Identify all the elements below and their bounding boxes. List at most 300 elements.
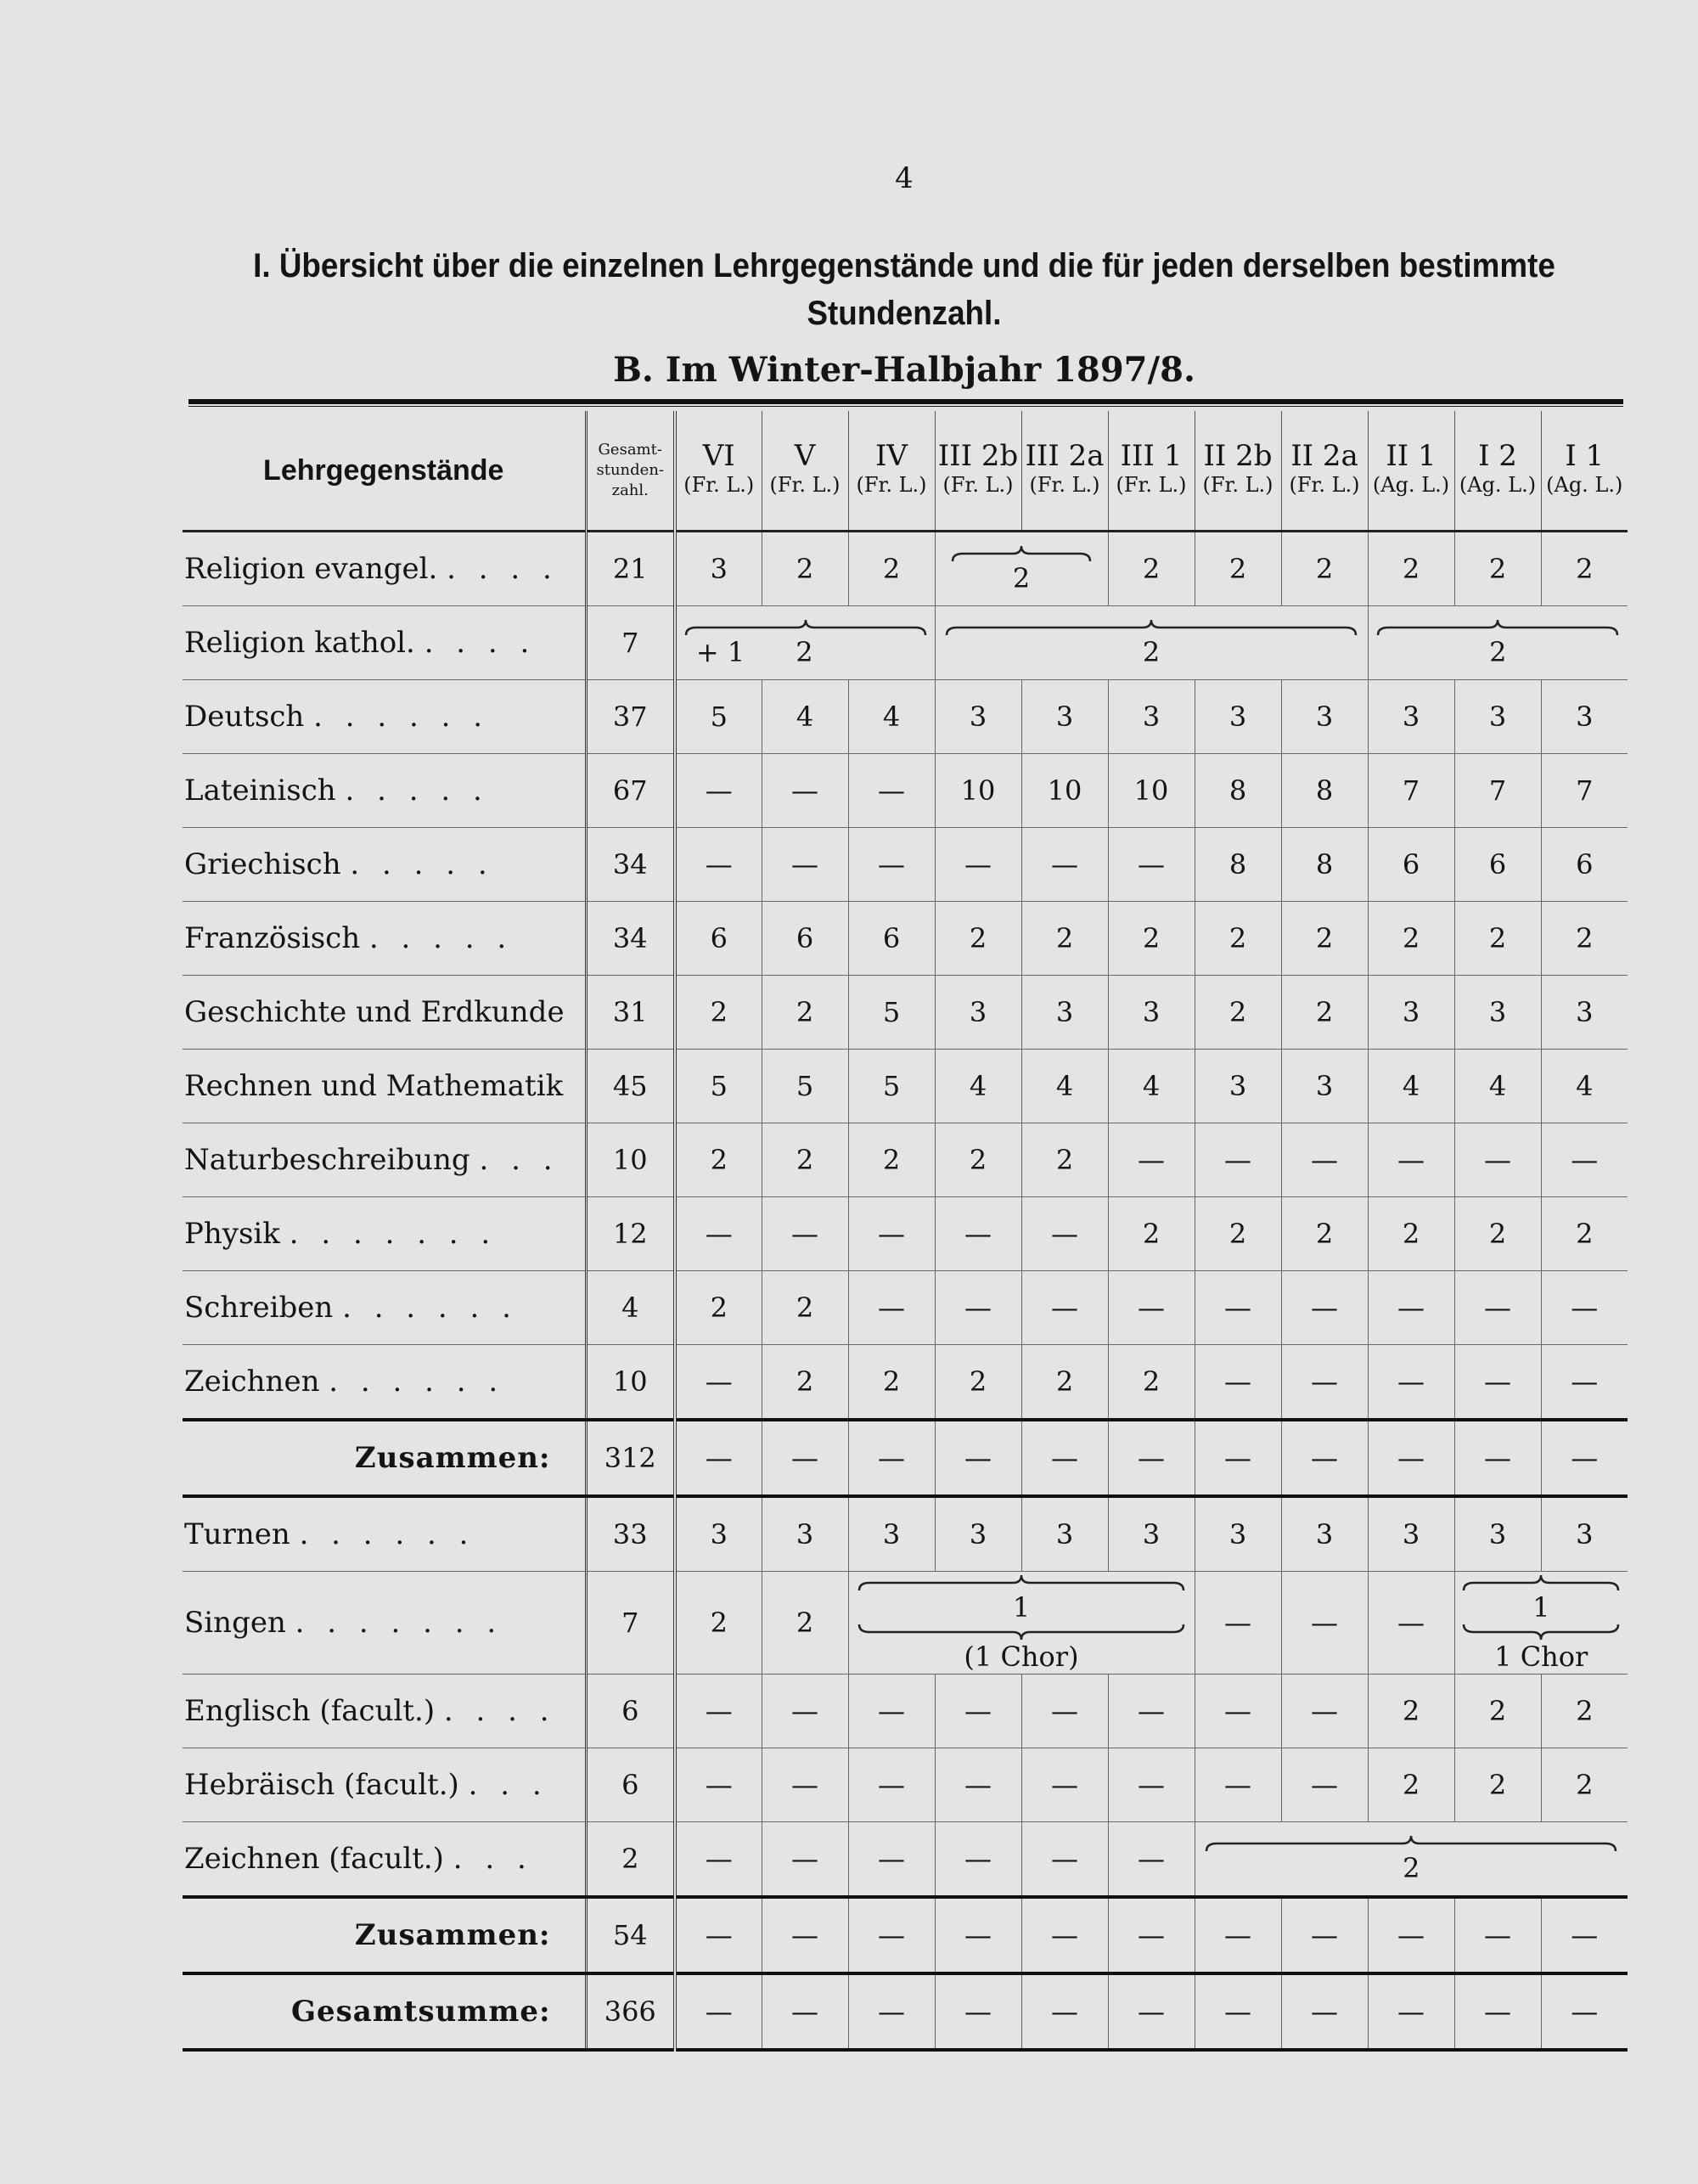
leader-dots: . . . bbox=[479, 1143, 559, 1177]
hours-value: — bbox=[1311, 1442, 1338, 1474]
hours-value: — bbox=[1224, 1442, 1251, 1474]
hours-cell bbox=[1281, 828, 1368, 902]
leader-dots: . . . . . . bbox=[329, 1365, 505, 1399]
subject-name bbox=[183, 1748, 586, 1822]
hours-value: — bbox=[1138, 1144, 1165, 1176]
hours-cell bbox=[762, 1973, 848, 2050]
table-row bbox=[183, 1496, 1628, 1572]
hours-cell bbox=[1195, 1271, 1281, 1345]
header-class bbox=[1541, 411, 1628, 532]
hours-cell bbox=[1454, 1496, 1541, 1572]
hours-cell bbox=[1195, 1420, 1281, 1496]
hours-cell bbox=[935, 1420, 1021, 1496]
hours-value: 3 bbox=[969, 701, 987, 733]
hours-cell bbox=[1541, 1123, 1628, 1197]
hours-cell bbox=[1368, 1271, 1454, 1345]
hours-cell bbox=[675, 754, 762, 828]
hours-value: — bbox=[1571, 1995, 1599, 2028]
hours-cell bbox=[1368, 1675, 1454, 1748]
hours-cell bbox=[848, 976, 935, 1050]
hours-value: — bbox=[791, 1919, 818, 1951]
hours-cell bbox=[1195, 828, 1281, 902]
hours-cell bbox=[1281, 1748, 1368, 1822]
hours-value: 3 bbox=[1055, 996, 1074, 1028]
hours-cell bbox=[762, 1197, 848, 1271]
hours-value: — bbox=[1311, 1607, 1338, 1639]
hours-value: 2 bbox=[796, 1607, 814, 1639]
class-teacher: (Ag. L.) bbox=[1372, 473, 1450, 497]
hours-value: — bbox=[705, 1843, 733, 1875]
hours-cell bbox=[1368, 532, 1454, 606]
hours-value: 3 bbox=[1402, 1518, 1420, 1551]
hours-value: 3 bbox=[1142, 1518, 1161, 1551]
hours-cell bbox=[848, 1897, 935, 1973]
hours-value: — bbox=[964, 1919, 992, 1951]
hours-cell bbox=[1368, 1748, 1454, 1822]
table-row bbox=[183, 1050, 1628, 1123]
table-row bbox=[183, 1271, 1628, 1345]
subject-label: Physik bbox=[184, 1217, 280, 1251]
hours-cell bbox=[1368, 1420, 1454, 1496]
table-row bbox=[183, 1123, 1628, 1197]
hours-cell bbox=[1108, 680, 1195, 754]
hours-value: 8 bbox=[1315, 848, 1334, 881]
hours-value: — bbox=[878, 848, 905, 881]
header-class bbox=[1368, 411, 1454, 532]
hours-cell bbox=[1281, 532, 1368, 606]
hours-value: 2 bbox=[1488, 1769, 1507, 1801]
hours-cell bbox=[1454, 754, 1541, 828]
hours-value: — bbox=[1311, 1769, 1338, 1801]
hours-cell bbox=[762, 1050, 848, 1123]
total-hours: 33 bbox=[586, 1496, 675, 1572]
total-hours: 10 bbox=[586, 1345, 675, 1421]
hours-cell bbox=[1195, 1822, 1628, 1898]
hours-cell bbox=[1195, 1973, 1281, 2050]
hours-cell bbox=[1541, 1496, 1628, 1572]
hours-cell bbox=[675, 1822, 762, 1898]
hours-cell bbox=[935, 1822, 1021, 1898]
hours-value: — bbox=[1571, 1292, 1599, 1324]
subject-label: Geschichte und Erdkunde bbox=[184, 995, 565, 1029]
hours-value: — bbox=[1138, 1769, 1165, 1801]
leader-dots: . . . . . . . bbox=[295, 1606, 503, 1640]
total-hours: 21 bbox=[586, 532, 675, 606]
table-row bbox=[183, 1572, 1628, 1675]
header-class bbox=[675, 411, 762, 532]
hours-value: 3 bbox=[1055, 1518, 1074, 1551]
hours-cell bbox=[1108, 1345, 1195, 1421]
class-teacher: (Fr. L.) bbox=[1029, 473, 1100, 497]
hours-value: — bbox=[1224, 1769, 1251, 1801]
hours-cell bbox=[1541, 1345, 1628, 1421]
total-hours: 67 bbox=[586, 754, 675, 828]
hours-cell bbox=[1368, 1572, 1454, 1675]
hours-value: — bbox=[1397, 1365, 1425, 1398]
hours-value: 2 bbox=[1055, 922, 1074, 954]
hours-cell bbox=[675, 1050, 762, 1123]
hours-cell bbox=[935, 1197, 1021, 1271]
hours-value: 3 bbox=[1402, 701, 1420, 733]
subject-label: Singen bbox=[184, 1606, 286, 1640]
hours-cell bbox=[1281, 1197, 1368, 1271]
hours-cell bbox=[848, 1748, 935, 1822]
hours-value: 2 bbox=[1576, 1218, 1594, 1250]
hours-value: 2 bbox=[1055, 1144, 1074, 1176]
hours-value: — bbox=[878, 1769, 905, 1801]
hours-value: — bbox=[1311, 1995, 1338, 2028]
hours-cell bbox=[1021, 902, 1108, 976]
hours-cell bbox=[848, 532, 935, 606]
hours-value: 6 bbox=[882, 922, 901, 954]
subject-label: Deutsch bbox=[184, 700, 305, 734]
hours-value: 3 bbox=[1229, 701, 1247, 733]
hours-cell bbox=[848, 1197, 935, 1271]
subject-name bbox=[183, 1572, 586, 1675]
hours-cell bbox=[1281, 1973, 1368, 2050]
hours-cell bbox=[1368, 1973, 1454, 2050]
subject-label: Englisch (facult.) bbox=[184, 1694, 436, 1728]
hours-value: 6 bbox=[1488, 848, 1507, 881]
hours-value: 4 bbox=[1055, 1070, 1074, 1102]
hours-cell bbox=[1541, 754, 1628, 828]
hours-cell bbox=[1454, 532, 1541, 606]
hours-value: — bbox=[964, 1218, 992, 1250]
brace-over bbox=[683, 618, 929, 637]
brace-under bbox=[1460, 1623, 1622, 1641]
subject-label: Schreiben bbox=[184, 1291, 334, 1325]
title-rule bbox=[188, 399, 1623, 404]
hours-cell bbox=[762, 1420, 848, 1496]
hours-cell bbox=[1368, 1050, 1454, 1123]
hours-value: 2 bbox=[1402, 922, 1420, 954]
hours-cell bbox=[935, 606, 1368, 680]
hours-cell bbox=[675, 1496, 762, 1572]
table-row bbox=[183, 1345, 1628, 1421]
hours-cell bbox=[1108, 1675, 1195, 1748]
hours-value: 6 bbox=[796, 922, 814, 954]
hours-value: 2 bbox=[1488, 922, 1507, 954]
hours-value: 2 bbox=[882, 553, 901, 585]
hours-cell bbox=[1021, 1496, 1108, 1572]
subject-name bbox=[183, 1050, 586, 1123]
hours-value: — bbox=[964, 848, 992, 881]
header-subject: Lehrgegenstände bbox=[183, 411, 586, 532]
hours-cell bbox=[848, 1496, 935, 1572]
hours-cell bbox=[1108, 1123, 1195, 1197]
hours-value: — bbox=[878, 1919, 905, 1951]
subject-name bbox=[183, 1675, 586, 1748]
hours-cell bbox=[1281, 1572, 1368, 1675]
hours-cell bbox=[1021, 754, 1108, 828]
hours-cell bbox=[1281, 1897, 1368, 1973]
hours-value: — bbox=[1571, 1365, 1599, 1398]
hours-cell bbox=[1281, 754, 1368, 828]
hours-cell bbox=[1541, 680, 1628, 754]
table-row bbox=[183, 532, 1628, 606]
class-name: V bbox=[794, 439, 816, 473]
hours-cell bbox=[1108, 1271, 1195, 1345]
hours-cell bbox=[1021, 680, 1108, 754]
sum-row bbox=[183, 1897, 1628, 1973]
subject-name bbox=[183, 1197, 586, 1271]
header-class bbox=[848, 411, 935, 532]
hours-cell bbox=[1108, 1897, 1195, 1973]
hours-value: 2 bbox=[1142, 922, 1161, 954]
brace-over bbox=[1203, 1834, 1619, 1853]
hours-cell bbox=[1108, 1822, 1195, 1898]
hours-cell bbox=[762, 1748, 848, 1822]
hours-value: 2 bbox=[1576, 1695, 1594, 1727]
hours-value: 3 bbox=[1576, 701, 1594, 733]
brace-over bbox=[856, 1573, 1187, 1592]
hours-value: 4 bbox=[969, 1070, 987, 1102]
sum-label: Zusammen: bbox=[183, 1420, 586, 1496]
hours-value: 6 bbox=[710, 922, 728, 954]
hours-cell bbox=[848, 1822, 935, 1898]
hours-cell bbox=[935, 1123, 1021, 1197]
header-total bbox=[586, 411, 675, 532]
hours-value: 3 bbox=[1142, 996, 1161, 1028]
class-name: II 2b bbox=[1203, 439, 1273, 473]
hours-value: — bbox=[964, 1695, 992, 1727]
hours-value: — bbox=[878, 774, 905, 807]
hours-value: 3 bbox=[1315, 701, 1334, 733]
hours-value: 2 bbox=[1576, 1769, 1594, 1801]
hours-value: 3 bbox=[1315, 1070, 1334, 1102]
hours-cell bbox=[1368, 976, 1454, 1050]
hours-value: — bbox=[964, 1843, 992, 1875]
class-teacher: (Fr. L.) bbox=[1202, 473, 1274, 497]
hours-value: 3 bbox=[710, 553, 728, 585]
hours-value: — bbox=[1571, 1442, 1599, 1474]
hours-cell bbox=[762, 1822, 848, 1898]
hours-value: — bbox=[705, 848, 733, 881]
hours-cell bbox=[935, 1897, 1021, 1973]
hours-value: — bbox=[1311, 1365, 1338, 1398]
header-class bbox=[1195, 411, 1281, 532]
hours-cell bbox=[848, 680, 935, 754]
hours-value: 2 bbox=[969, 922, 987, 954]
page-title: I. Übersicht über die einzelnen Lehrgegenstände und die für jeden derselben bestimmte Stundenzahl. bbox=[253, 247, 1555, 332]
hours-value: 2 bbox=[882, 1365, 901, 1398]
hours-cell bbox=[1195, 1496, 1281, 1572]
hours-cell bbox=[1021, 1822, 1108, 1898]
class-name: III 1 bbox=[1120, 439, 1183, 473]
hours-value: 2 bbox=[1142, 1365, 1161, 1398]
hours-value: 2 bbox=[1315, 996, 1334, 1028]
hours-cell bbox=[1108, 1973, 1195, 2050]
subject-label: Griechisch bbox=[184, 847, 341, 881]
hours-value-part: 2 bbox=[796, 636, 813, 668]
table-row bbox=[183, 1675, 1628, 1748]
hours-cell bbox=[1108, 1420, 1195, 1496]
hours-cell bbox=[1281, 1123, 1368, 1197]
hours-cell bbox=[935, 1748, 1021, 1822]
hours-cell bbox=[675, 1420, 762, 1496]
hours-value: — bbox=[1397, 1144, 1425, 1176]
hours-value: — bbox=[878, 1843, 905, 1875]
hours-cell bbox=[1021, 1123, 1108, 1197]
hours-cell bbox=[848, 902, 935, 976]
hours-cell bbox=[935, 1050, 1021, 1123]
hours-value: 2 bbox=[796, 553, 814, 585]
hours-value: — bbox=[1224, 1695, 1251, 1727]
hours-value: 2 bbox=[710, 1144, 728, 1176]
hours-cell bbox=[848, 1271, 935, 1345]
hours-value-part: + 1 bbox=[695, 636, 745, 668]
class-name: III 2b bbox=[937, 439, 1019, 473]
hours-cell bbox=[1108, 532, 1195, 606]
hours-cell bbox=[675, 680, 762, 754]
header-class bbox=[1021, 411, 1108, 532]
hours-cell bbox=[935, 976, 1021, 1050]
class-teacher: (Fr. L.) bbox=[856, 473, 927, 497]
hours-value: — bbox=[791, 1843, 818, 1875]
hours-cell bbox=[1195, 1050, 1281, 1123]
header-total-l3: zahl. bbox=[611, 481, 649, 499]
subject-name bbox=[183, 902, 586, 976]
hours-cell bbox=[1195, 976, 1281, 1050]
hours-cell bbox=[935, 1675, 1021, 1748]
hours-value: — bbox=[1311, 1695, 1338, 1727]
hours-cell bbox=[1454, 1675, 1541, 1748]
hours-value: — bbox=[1224, 1919, 1251, 1951]
hours-value: 2 bbox=[1488, 553, 1507, 585]
subject-name bbox=[183, 1123, 586, 1197]
subtitle: B. Im Winter-Halbjahr 1897/8. bbox=[613, 350, 1195, 390]
hours-cell bbox=[1108, 976, 1195, 1050]
hours-value: — bbox=[705, 1695, 733, 1727]
hours-cell bbox=[1021, 1197, 1108, 1271]
header-class bbox=[1108, 411, 1195, 532]
hours-cell bbox=[1021, 976, 1108, 1050]
hours-value: — bbox=[1397, 1442, 1425, 1474]
hours-cell bbox=[1368, 902, 1454, 976]
hours-cell bbox=[1368, 606, 1628, 680]
hours-cell bbox=[1368, 1197, 1454, 1271]
hours-value: 2 bbox=[1229, 922, 1247, 954]
hours-value: 2 bbox=[1142, 553, 1161, 585]
brace-under bbox=[856, 1623, 1187, 1641]
hours-cell bbox=[935, 828, 1021, 902]
hours-value: 10 bbox=[1133, 774, 1169, 807]
hours-cell bbox=[848, 1973, 935, 2050]
hours-cell bbox=[675, 1345, 762, 1421]
header-class bbox=[1454, 411, 1541, 532]
hours-value: 5 bbox=[882, 996, 901, 1028]
hours-value: 2 bbox=[1576, 553, 1594, 585]
header-class bbox=[935, 411, 1021, 532]
hours-value: 2 bbox=[796, 1144, 814, 1176]
hours-cell bbox=[848, 1050, 935, 1123]
hours-value: 4 bbox=[1402, 1070, 1420, 1102]
hours-value: — bbox=[1224, 1365, 1251, 1398]
subject-label: Religion kathol. bbox=[184, 626, 415, 660]
hours-cell bbox=[848, 1123, 935, 1197]
class-name: II 2a bbox=[1290, 439, 1358, 473]
hours-value: — bbox=[1051, 1442, 1078, 1474]
hours-value: — bbox=[878, 1292, 905, 1324]
hours-value: 2 bbox=[796, 996, 814, 1028]
hours-cell bbox=[762, 680, 848, 754]
class-teacher: (Fr. L.) bbox=[769, 473, 841, 497]
hours-value: — bbox=[791, 1442, 818, 1474]
choir-note: (1 Chor) bbox=[964, 1641, 1079, 1673]
hours-value: 2 bbox=[1315, 1218, 1334, 1250]
hours-cell bbox=[675, 606, 935, 680]
total-hours: 45 bbox=[586, 1050, 675, 1123]
leader-dots: . . . . . . bbox=[299, 1517, 475, 1551]
hours-value: — bbox=[705, 1769, 733, 1801]
class-teacher: (Fr. L.) bbox=[1116, 473, 1187, 497]
hours-value: — bbox=[791, 774, 818, 807]
header-total-l2: stunden- bbox=[596, 461, 664, 479]
class-name: I 1 bbox=[1565, 439, 1605, 473]
hours-cell bbox=[1021, 1973, 1108, 2050]
hours-cell bbox=[1454, 680, 1541, 754]
hours-cell bbox=[848, 1572, 1195, 1675]
subject-name bbox=[183, 1822, 586, 1898]
total-hours: 7 bbox=[586, 606, 675, 680]
subject-label: Hebräisch (facult.) bbox=[184, 1768, 459, 1802]
class-name: II 1 bbox=[1386, 439, 1437, 473]
hours-value: — bbox=[1138, 1442, 1165, 1474]
hours-cell bbox=[1021, 828, 1108, 902]
hours-value: — bbox=[1484, 1144, 1511, 1176]
hours-cell bbox=[675, 828, 762, 902]
hours-cell bbox=[848, 1675, 935, 1748]
leader-dots: . . . . . bbox=[350, 847, 494, 881]
hours-value: — bbox=[1397, 1995, 1425, 2028]
hours-cell bbox=[1454, 1345, 1541, 1421]
hours-value: 3 bbox=[1576, 1518, 1594, 1551]
brace-over bbox=[1375, 618, 1621, 637]
subject-name bbox=[183, 1345, 586, 1421]
hours-value: 4 bbox=[1488, 1070, 1507, 1102]
page-number: 4 bbox=[895, 161, 914, 195]
hours-value: 4 bbox=[796, 701, 814, 733]
hours-value: — bbox=[1571, 1919, 1599, 1951]
hours-value: — bbox=[1051, 1292, 1078, 1324]
hours-cell bbox=[762, 1897, 848, 1973]
hours-value: 3 bbox=[882, 1518, 901, 1551]
hours-value: 2 bbox=[710, 996, 728, 1028]
subject-label: Lateinisch bbox=[184, 774, 336, 808]
hours-cell bbox=[935, 902, 1021, 976]
hours-value: 6 bbox=[1402, 848, 1420, 881]
hours-value: — bbox=[705, 774, 733, 807]
hours-value: 5 bbox=[796, 1070, 814, 1102]
subject-label: Naturbeschreibung bbox=[184, 1143, 470, 1177]
hours-cell bbox=[675, 1748, 762, 1822]
hours-cell bbox=[675, 1675, 762, 1748]
leader-dots: . . . . . . bbox=[342, 1291, 518, 1325]
hours-value: 7 bbox=[1576, 774, 1594, 807]
class-name: III 2a bbox=[1025, 439, 1105, 473]
hours-cell bbox=[1454, 1748, 1541, 1822]
brace-over bbox=[1460, 1573, 1622, 1592]
hours-cell bbox=[1454, 1572, 1628, 1675]
hours-cell bbox=[1541, 1197, 1628, 1271]
hours-value: — bbox=[705, 1919, 733, 1951]
subject-name bbox=[183, 976, 586, 1050]
table-row bbox=[183, 754, 1628, 828]
hours-cell bbox=[1021, 1748, 1108, 1822]
hours-cell bbox=[1281, 1675, 1368, 1748]
hours-value: — bbox=[1397, 1292, 1425, 1324]
hours-value: 3 bbox=[1488, 701, 1507, 733]
